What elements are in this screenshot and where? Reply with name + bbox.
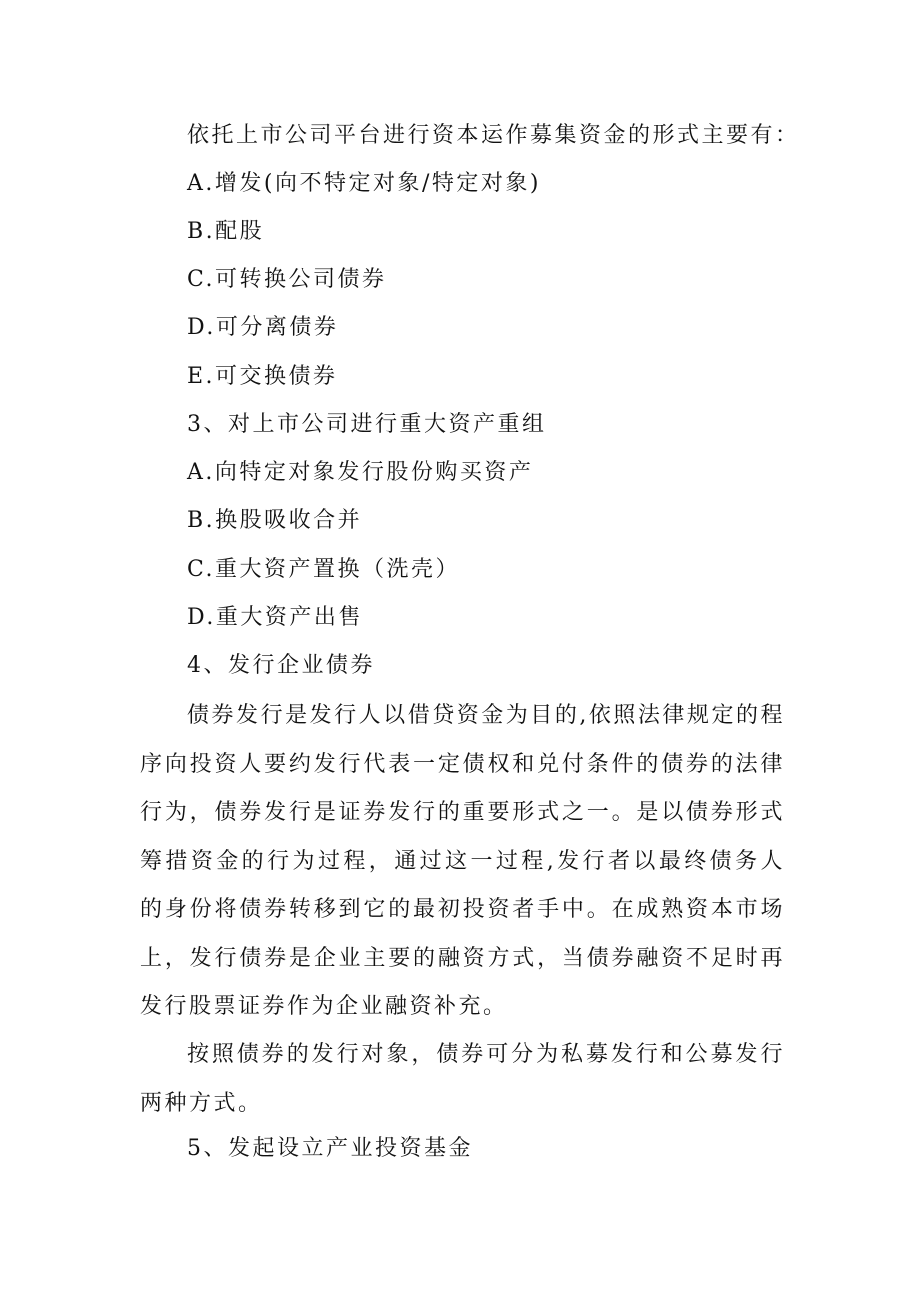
list-item-separable-bonds: D.可分离债券 xyxy=(187,315,339,340)
list-item-increase-issue: A.增发(向不特定对象/特定对象) xyxy=(187,171,541,196)
heading-corporate-bonds: 4、发行企业债券 xyxy=(187,653,375,678)
paragraph-bond-types: 按照债券的发行对象，债券可分为私募发行和公募发行两种方式。 xyxy=(140,1042,785,1116)
intro-text: 依托上市公司平台进行资本运作募集资金的形式主要有： xyxy=(187,123,800,148)
list-item-exchangeable-bonds: E.可交换债券 xyxy=(187,364,338,389)
list-item-share-swap-merger: B.换股吸收合并 xyxy=(187,508,363,533)
list-item-convertible-bonds: C.可转换公司债券 xyxy=(187,267,387,292)
heading-restructuring: 3、对上市公司进行重大资产重组 xyxy=(187,412,547,437)
list-item-asset-sale: D.重大资产出售 xyxy=(187,605,363,630)
heading-industry-fund: 5、发起设立产业投资基金 xyxy=(187,1136,473,1161)
list-item-asset-swap: C.重大资产置换（洗壳） xyxy=(187,557,461,582)
list-item-rights-issue: B.配股 xyxy=(187,219,265,244)
paragraph-bond-issuance: 债券发行是发行人以借贷资金为目的,依照法律规定的程序向投资人要约发行代表一定债权和兑付条件的债券的法律行为，债券发行是证券发行的重要形式之一。是以债券形式筹措资金的行为过程，通过这一过程,发行者以最终债务人的身份将债券转移到它的最初投资者手中。在成熟资本市场上，发行债券是企业主要的融资方式，当债券融资不足时再发行股票证券作为企业融资补充。 xyxy=(140,703,785,1019)
list-item-share-purchase: A.向特定对象发行股份购买资产 xyxy=(187,460,534,485)
